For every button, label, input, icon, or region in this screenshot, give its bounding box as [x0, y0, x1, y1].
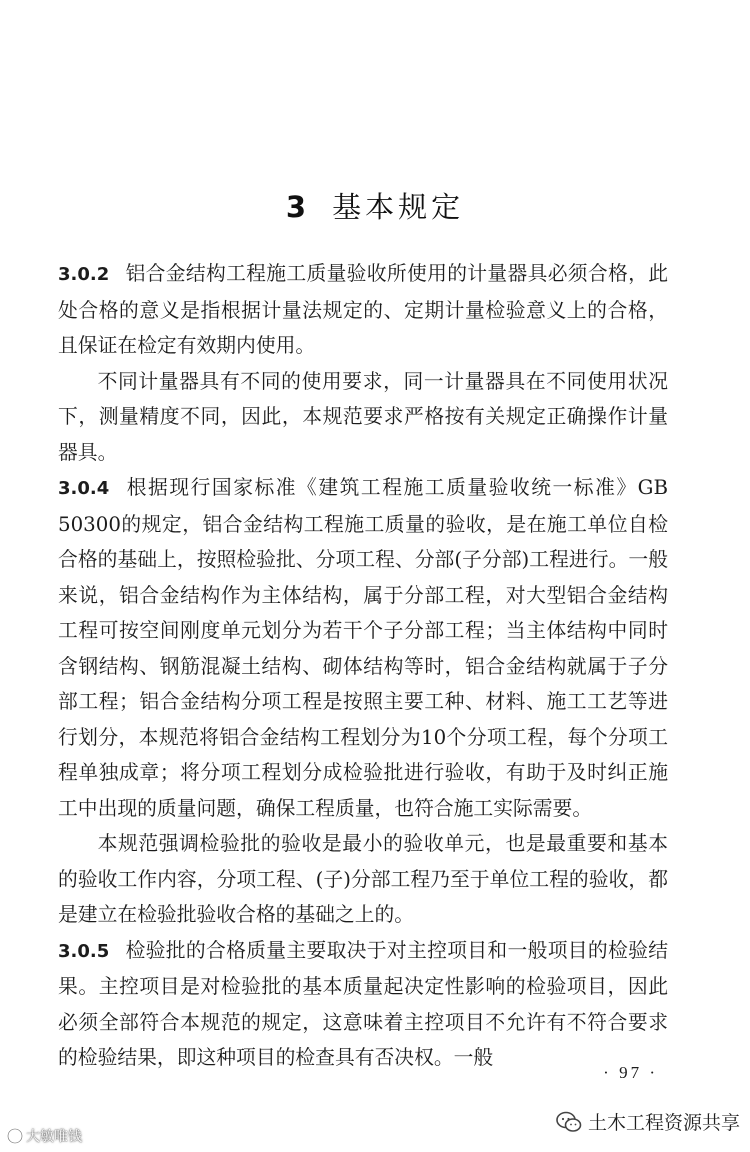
- watermark-corner-text: 大敏唯钱: [26, 1129, 82, 1145]
- clause-number: 3.0.5: [58, 940, 110, 962]
- paragraph-explanation: [58, 826, 668, 933]
- paragraph-text: 本规范强调检验批的验收是最小的验收单元，也是最重要和基本的验收工作内容，分项工程、(子)分部工程乃至于单位工程的验收，都是建立在检验批验收合格的基础之上的。: [58, 832, 668, 926]
- body-text: [58, 256, 668, 1076]
- chapter-title: [0, 185, 750, 226]
- paragraph-text: 检验批的合格质量主要取决于对主控项目和一般项目的检验结果。主控项目是对检验批的基本质量起决定性影响的检验项目，因此必须全部符合本规范的规定，这意味着主控项目不允许有不符合要求的检验结果，即这种项目的检查具有否决权。一般: [58, 938, 668, 1069]
- badge-icon: [6, 1127, 24, 1145]
- watermark-text: 土木工程资源共享: [587, 1112, 740, 1134]
- wechat-icon: [556, 1111, 582, 1133]
- paragraph-text: 根据现行国家标准《建筑工程施工质量验收统一标准》GB 50300的规定，铝合金结构工程施工质量的验收，是在施工单位自检合格的基础上，按照检验批、分项工程、分部(子分部)工程进行。一般来说，铝合金结构作为主体结构，属于分部工程，对大型铝合金结构工程可按空间刚度单元划分为若干个子分部工程；当主体结构中同时含钢结构、钢筋混凝土结构、砌体结构等时，铝合金结构就属于子分部工程；铝合金结构分项工程是按照主要工种、材料、施工工艺等进行划分，本规范将铝合金结构工程划分为10个分项工程，每个分项工程单独成章；将分项工程划分成检验批进行验收，有助于及时纠正施工中出现的质量问题，确保工程质量，也符合施工实际需要。: [58, 476, 668, 820]
- clause-number: 3.0.4: [58, 478, 110, 499]
- chapter-number: 3: [285, 190, 311, 225]
- watermark-corner: [6, 1126, 82, 1146]
- page-number: · 97 ·: [603, 1063, 658, 1082]
- paragraph-clause-3-0-5: [58, 933, 668, 1076]
- paragraph-text: 不同计量器具有不同的使用要求，同一计量器具在不同使用状况下，测量精度不同，因此，本规范要求严格按有关规定正确操作计量器具。: [58, 369, 668, 464]
- paragraph-clause-3-0-2: [58, 256, 668, 364]
- paragraph-explanation: [58, 364, 668, 471]
- chapter-title-text: 基本规定: [332, 190, 465, 225]
- paragraph-clause-3-0-4: [58, 470, 668, 826]
- clause-number: 3.0.2: [58, 264, 110, 285]
- paragraph-text: 铝合金结构工程施工质量验收所使用的计量器具必须合格，此处合格的意义是指根据计量法规定的、定期计量检验意义上的合格，且保证在检定有效期内使用。: [58, 262, 668, 357]
- watermark-wechat: [556, 1108, 740, 1135]
